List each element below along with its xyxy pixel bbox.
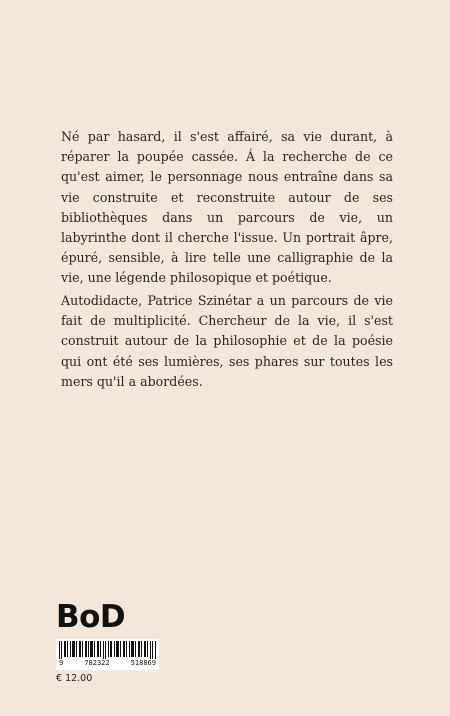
isbn-barcode (56, 639, 159, 670)
author-bio-paragraph: Autodidacte, Patrice Szinétar a un parcours de vie fait de multiplicité. Chercheur de la vie, il s'est construit autour de la philosophie et de la poésie qui ont été ses lumières, ses phares sur toutes les mers qu'il a abordées. (61, 293, 393, 389)
isbn-number (59, 659, 156, 668)
isbn-right-group: 518869 (130, 659, 156, 667)
synopsis-paragraph: Né par hasard, il s'est affairé, sa vie durant, à réparer la poupée cassée. Á la recherche de ce qu'est aimer, le personnage nous entraîne dans sa vie construite et reconstruite autour de ses bibliothèques dans un parcours de vie, un labyrinthe dont il cherche l'issue. Un portrait âpre, épuré, sensible, à lire telle une calligraphie de la vie, une légende philosopique et poétique. (61, 129, 393, 286)
publisher-logo: BoD (56, 599, 126, 635)
barcode-icon (59, 641, 156, 659)
isbn-left-group: 782322 (84, 659, 110, 667)
isbn-prefix: 9 (59, 659, 64, 667)
price-label: € 12.00 (56, 673, 93, 684)
publisher-block (56, 599, 166, 684)
